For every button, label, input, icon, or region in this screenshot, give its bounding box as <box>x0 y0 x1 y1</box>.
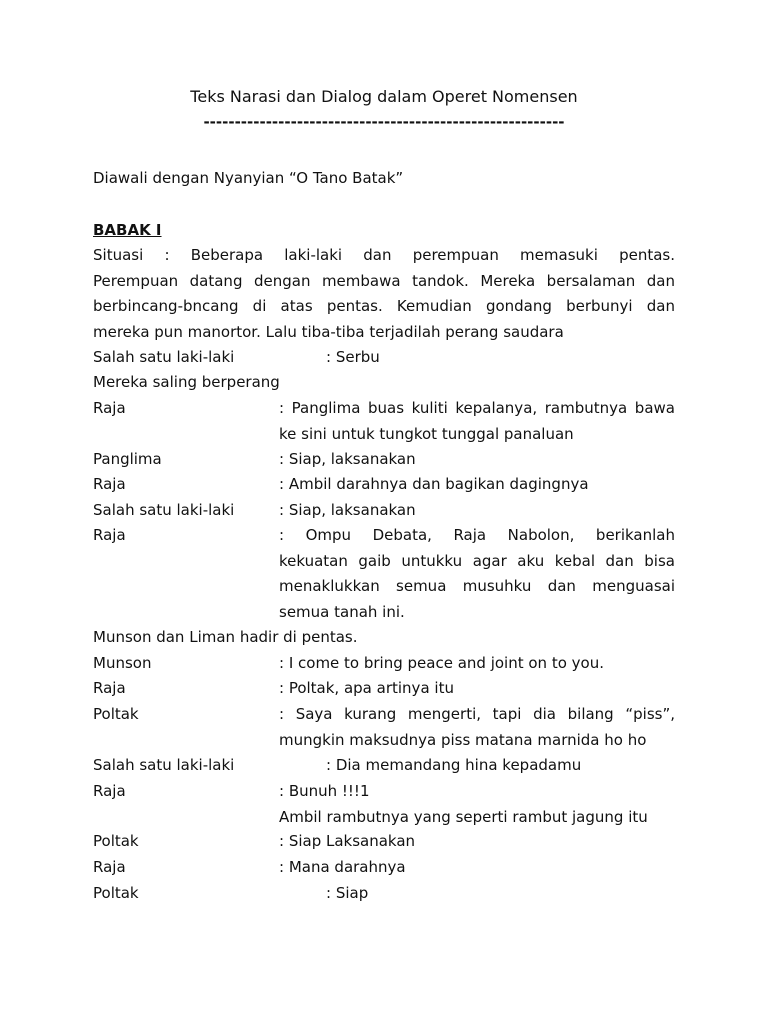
dialog-text-line: kekuatan gaib untukku agar aku kebal dan bisa <box>279 551 675 570</box>
dialog-text-line: : Panglima buas kuliti kepalanya, rambutnya bawa <box>279 399 675 417</box>
dialog-text: : Poltak, apa artinya itu <box>279 679 454 697</box>
dialog-speaker: Poltak <box>93 705 139 723</box>
dialog-text <box>279 702 675 753</box>
dialog-text-line: : Ompu Debata, Raja Nabolon, berikanlah <box>279 526 675 544</box>
dialog-speaker: Salah satu laki-laki <box>93 348 235 366</box>
dialog-speaker: Panglima <box>93 450 162 468</box>
situasi-paragraph <box>93 243 675 345</box>
dialog-text: : I come to bring peace and joint on to you. <box>279 654 604 672</box>
dialog-text: : Ambil darahnya dan bagikan dagingnya <box>279 475 589 493</box>
situasi-line: Situasi : Beberapa laki-laki dan perempuan memasuki pentas. <box>93 246 675 264</box>
dialog-speaker: Salah satu laki-laki <box>93 501 235 519</box>
dialog-text-line: semua tanah ini. <box>279 602 405 621</box>
intro-line: Diawali dengan Nyanyian “O Tano Batak” <box>93 169 404 187</box>
dialog-text-line: mungkin maksudnya piss matana marnida ho ho <box>279 730 647 749</box>
dialog-text <box>279 779 675 830</box>
dialog-text-line: ke sini untuk tungkot tunggal panaluan <box>279 424 574 443</box>
dialog-text-line: : Saya kurang mengerti, tapi dia bilang “piss”, <box>279 705 675 723</box>
situasi-line: berbincang-bncang di atas pentas. Kemudian gondang berbunyi dan <box>93 297 675 315</box>
dialog-speaker: Salah satu laki-laki <box>93 756 235 774</box>
narration-line: Munson dan Liman hadir di pentas. <box>93 628 358 646</box>
dialog-speaker: Raja <box>93 475 126 493</box>
situasi-line: mereka pun manortor. Lalu tiba-tiba terjadilah perang saudara <box>93 322 564 341</box>
dialog-speaker: Raja <box>93 399 126 417</box>
situasi-line: Perempuan datang dengan membawa tandok. Mereka bersalaman dan <box>93 271 675 290</box>
dialog-text: : Mana darahnya <box>279 858 406 876</box>
dialog-speaker: Raja <box>93 858 126 876</box>
dialog-speaker: Raja <box>93 526 126 544</box>
dialog-speaker: Poltak <box>93 884 139 902</box>
dialog-speaker: Munson <box>93 654 152 672</box>
dialog-text: : Dia memandang hina kepadamu <box>326 756 582 774</box>
dialog-speaker: Poltak <box>93 832 139 850</box>
dialog-text-line: : Bunuh !!!1 <box>279 782 370 800</box>
dialog-text <box>279 523 675 625</box>
title-rule: ---------------------------------------------------------- <box>203 113 565 131</box>
dialog-text <box>279 396 675 447</box>
dialog-speaker: Raja <box>93 782 126 800</box>
dialog-text: : Siap <box>326 884 369 902</box>
dialog-text: : Siap Laksanakan <box>279 832 416 850</box>
dialog-text: : Serbu <box>326 348 380 366</box>
dialog-text-line: menaklukkan semua musuhku dan menguasai <box>279 577 675 595</box>
dialog-speaker: Raja <box>93 679 126 697</box>
dialog-text: : Siap, laksanakan <box>279 501 416 519</box>
document-title: Teks Narasi dan Dialog dalam Operet Nomensen <box>190 87 578 106</box>
dialog-text-line: Ambil rambutnya yang seperti rambut jagung itu <box>279 807 648 826</box>
section-heading: BABAK I <box>93 221 162 239</box>
dialog-text: : Siap, laksanakan <box>279 450 416 468</box>
narration-line: Mereka saling berperang <box>93 373 280 391</box>
